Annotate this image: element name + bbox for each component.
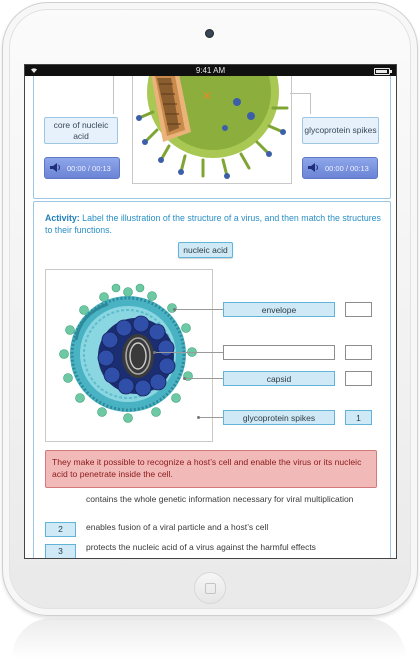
status-bar [25, 65, 396, 76]
pointer-capsid [184, 378, 223, 379]
label-core-of-nucleic-acid: core of nucleic acid [44, 117, 118, 144]
number-slot-glycoprotein-spikes[interactable]: 1 [345, 410, 372, 425]
leader-line-left [113, 76, 133, 114]
pointer-dot [153, 351, 156, 354]
label-slot-empty[interactable] [223, 345, 335, 360]
function-number-badge[interactable]: 2 [45, 522, 76, 537]
speaker-icon [307, 162, 321, 175]
pointer-dot [173, 308, 176, 311]
audio-time-left: 00:00 / 00:13 [67, 163, 111, 173]
speaker-icon [49, 162, 63, 175]
function-number-badge[interactable]: 3 [45, 544, 76, 558]
svg-text:✕: ✕ [202, 89, 213, 103]
front-camera [205, 29, 214, 38]
label-slot-glycoprotein-spikes[interactable]: glycoprotein spikes [223, 410, 335, 425]
label-slot-capsid[interactable]: capsid [223, 371, 335, 386]
audio-time-right: 00:00 / 00:13 [325, 163, 369, 173]
home-button[interactable] [194, 572, 226, 604]
battery-icon [374, 68, 390, 75]
pointer-dot [183, 377, 186, 380]
activity-prefix: Activity: [45, 213, 80, 223]
number-slot-capsid[interactable] [345, 371, 372, 386]
activity-instruction-text: Label the illustration of the structure of a virus, and then match the structures to their functions. [45, 213, 381, 235]
virus-illustration-top [132, 76, 292, 184]
selected-function-card[interactable]: They make it possible to recognize a host’s cell and enable the virus or its nucleic acid to penetrate inside the cell. [45, 450, 377, 488]
label-glycoprotein-spikes: glycoprotein spikes [302, 117, 379, 144]
function-row-2[interactable] [45, 522, 375, 536]
function-text: protects the nucleic acid of a virus against the harmful effects [86, 542, 316, 552]
function-text: enables fusion of a viral particle and a host’s cell [86, 522, 269, 532]
function-text: contains the whole genetic information necessary for viral multiplication [86, 494, 354, 504]
number-slot-empty[interactable] [345, 345, 372, 360]
tablet-screen [24, 64, 397, 559]
tablet-reflection [12, 618, 406, 672]
draggable-label-nucleic-acid[interactable]: nucleic acid [178, 242, 233, 258]
virus-illustration-activity [45, 269, 213, 442]
activity-card [33, 201, 391, 558]
virus-diagram-card [33, 76, 391, 199]
audio-player-right[interactable] [302, 157, 378, 179]
function-row-3[interactable] [45, 542, 375, 556]
pointer-nucleic-acid [154, 352, 223, 353]
label-slot-envelope[interactable]: envelope [223, 302, 335, 317]
pointer-glycoprotein-spikes [198, 417, 223, 418]
pointer-envelope [174, 309, 223, 310]
lesson-content[interactable] [25, 76, 396, 558]
activity-instruction [45, 212, 383, 236]
pointer-dot [197, 416, 200, 419]
status-time: 9:41 AM [195, 66, 226, 75]
audio-player-left[interactable] [44, 157, 120, 179]
number-slot-envelope[interactable] [345, 302, 372, 317]
leader-line-right [290, 93, 311, 114]
function-row-1[interactable] [45, 494, 375, 518]
